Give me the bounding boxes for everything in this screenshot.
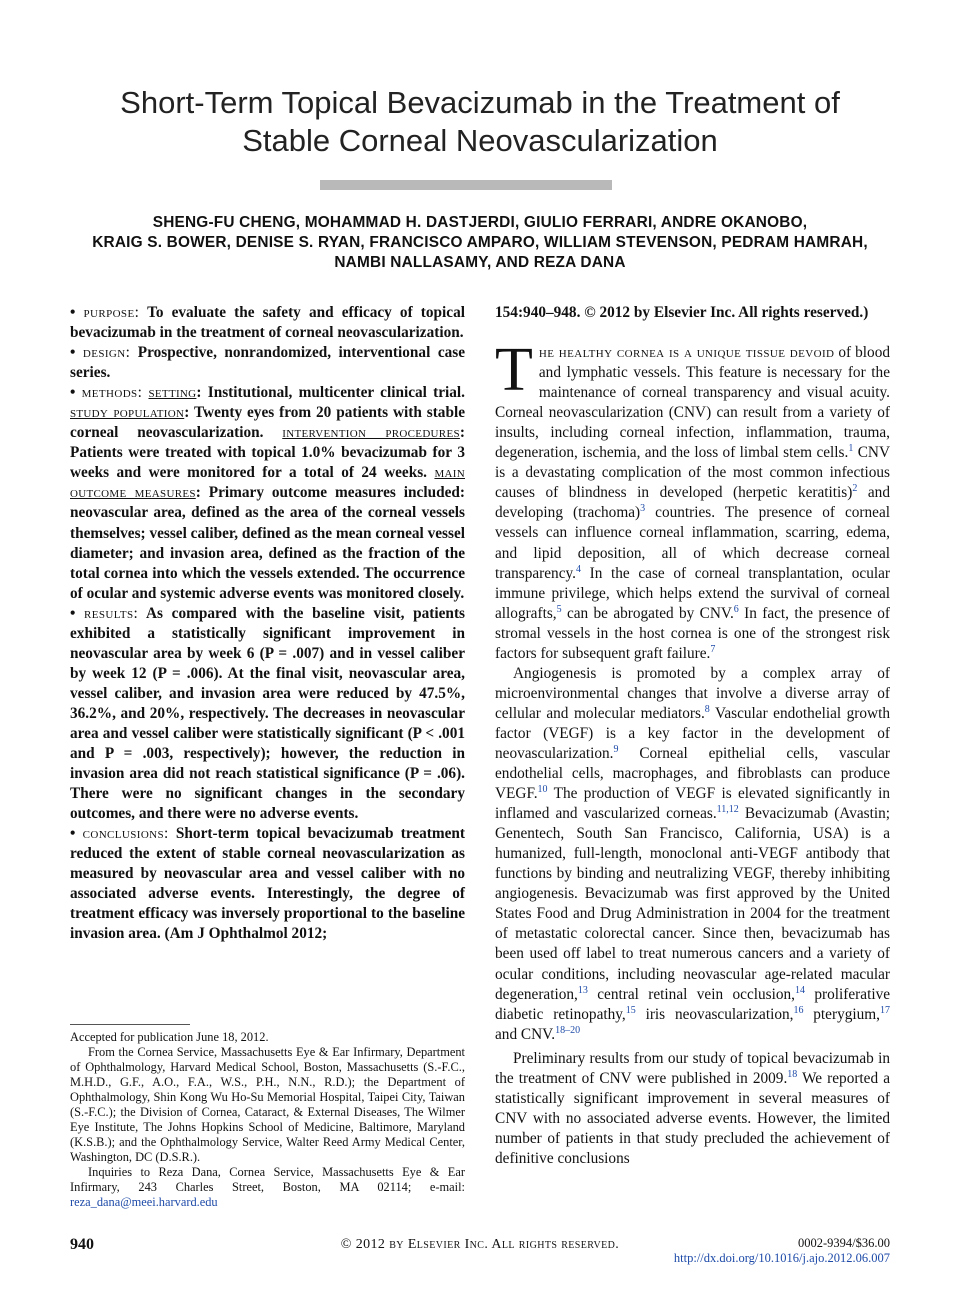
reference-link[interactable]: 15 bbox=[625, 1004, 636, 1016]
body-column bbox=[495, 303, 890, 1169]
results-label: results: bbox=[84, 604, 139, 622]
abstract-design: • design: Prospective, nonrandomized, interventional case series. bbox=[70, 344, 466, 382]
citation-left: (Am J Ophthalmol 2012; bbox=[164, 925, 328, 943]
intro-paragraph-1: The healthy cornea is a unique tissue devoid of blood and lymphatic vessels. This feature is necessary for the maintenance of corneal transparency and visual acuity. Corneal neovascularization (CNV) can result from a variety of insults, including corneal infection, inflammation, trauma, degeneration, ischemia, and the loss of limbal stem cells.$^1$ CNV is a devastating complication of the most common infectious causes of blindness in developed (herpetic keratitis)$^2$ and developing (trachoma)$^3$ countries. The presence of corneal vessels can influence corneal inflammation, scarring, edema, and lipid deposition, all of which decrease corneal transparency.$^4$ In the case of corneal transplantation, ocular immune privilege, which helps extend the survival of corneal allografts,$^5$ can be abrogated by CNV.$^6$ In fact, the presence of stromal vessels in the host cornea is one of the strongest risk factors for subsequent graft failure.$^7$ bbox=[495, 336, 891, 662]
abstract-purpose: • purpose: To evaluate the safety and efficacy of topical bevacizumab in the treatment of corneal neovascularization. bbox=[70, 304, 465, 342]
reference-link[interactable]: 14 bbox=[794, 984, 805, 996]
lead-in-text: he healthy cornea is a unique tissue devoid bbox=[538, 344, 835, 362]
reference-link[interactable]: 5 bbox=[556, 603, 562, 615]
purpose-label: purpose: bbox=[83, 304, 140, 321]
reference-link[interactable]: 4 bbox=[575, 563, 581, 575]
population-text: Twenty eyes from 20 patients with stable corneal neovascularization. bbox=[70, 404, 465, 442]
population-label: study population bbox=[70, 404, 185, 422]
reference-link[interactable]: 18 bbox=[787, 1068, 798, 1080]
copyright-notice: © 2012 by Elsevier Inc. All rights reserved. bbox=[340, 1237, 620, 1252]
purpose-text: To evaluate the safety and efficacy of topical bevacizumab in the treatment of corneal neovascularization. bbox=[70, 304, 465, 342]
intro-paragraph-3: Preliminary results from our study of topical bevacizumab in the treatment of CNV were published in 2009.18 We reported a statistically significant improvement in several measures of CNV with no associated adverse events. However, the limited number of patients in that study precluded the achievement of definitive conclusions bbox=[495, 1049, 890, 1167]
intervention-label: intervention procedures bbox=[282, 424, 460, 442]
reference-link[interactable]: 9 bbox=[613, 743, 619, 755]
email-link[interactable]: reza_dana@meei.harvard.edu bbox=[70, 1195, 218, 1209]
intro-paragraph-2: Angiogenesis is promoted by a complex array of microenvironmental changes that involve a diverse array of cellular and molecular mediators.$^8$ Vascular endothelial growth factor (VEGF) is a key factor in the development of neovascularization.$^9$ Corneal epithelial cells, vascular endothelial cells, macrophages, and fibroblasts can produce VEGF.$^{10}$ The production of VEGF is elevated significantly in inflamed and vascularized corneas.$^{11,12}$ Bevacizumab (Avastin; Genentech, South San Francisco, California, USA) is a humanized, full-length, monoclonal anti-VEGF antibody that functions by binding and neutralizing VEGF, thereby inhibiting angiogenesis. Bevacizumab was first approved by the United States Food and Drug Administration in 2004 for the treatment of metastatic colorectal cancer. Since then, bevacizumab has been used off label to treat numerous cancers and a variety of ocular conditions, including neovascular age-related macular degeneration,$^{13}$ central retinal vein occlusion,$^{14}$ proliferative diabetic retinopathy,$^{15}$ iris neovascularization,$^{16}$ pterygium,$^{17}$ and CNV.$^{18-20}$ bbox=[495, 664, 891, 1043]
footnote-divider bbox=[70, 1024, 190, 1025]
abstract-methods: • methods: setting: Institutional, multicenter clinical trial. study population: Twenty eyes from 20 patients with stable corneal neovascularization. intervention procedures: Patients were treated with topical 1.0% bevacizumab for 3 weeks and were monitored for a total of 24 weeks. main outcome measures: Primary outcome measures included: neovascular area, defined as the area of the corneal vessels themselves; vessel caliber, defined as the mean corneal vessel diameter; and invasion area, defined as the fraction of the total cornea into which the vessels extended. The occurrence of ocular and systemic adverse events was monitored closely. bbox=[70, 384, 465, 602]
reference-link[interactable]: 16 bbox=[793, 1004, 804, 1016]
title-rule bbox=[320, 180, 612, 190]
title-line-2: Stable Corneal Neovascularization bbox=[242, 123, 718, 158]
reference-link[interactable]: 13 bbox=[577, 984, 588, 996]
author-list bbox=[60, 213, 900, 273]
citation-continued: 154:940–948. © 2012 by Elsevier Inc. All rights reserved.) bbox=[495, 304, 869, 321]
abstract-column bbox=[70, 303, 465, 945]
conclusions-text: Short-term topical bevacizumab treatment reduced the extent of stable corneal neovascularization as measured by neovascular area and vessel caliber with no associated adverse events. Interestingly, the degree of treatment efficacy was inversely proportional to the baseline invasion area. bbox=[70, 825, 465, 943]
authors-line-2: KRAIG S. BOWER, DENISE S. RYAN, FRANCISCO AMPARO, WILLIAM STEVENSON, PEDRAM HAMRAH, bbox=[92, 234, 868, 251]
conclusions-label: conclusions: bbox=[82, 825, 169, 843]
outcome-label: main outcome measures bbox=[70, 464, 465, 502]
setting-label: setting bbox=[148, 384, 197, 402]
doi-link[interactable]: http://dx.doi.org/10.1016/j.ajo.2012.06.007 bbox=[673, 1251, 890, 1265]
reference-link[interactable]: 17 bbox=[879, 1004, 890, 1016]
setting-text: Institutional, multicenter clinical trial. bbox=[207, 384, 465, 402]
reference-link[interactable]: 3 bbox=[640, 503, 646, 515]
abstract-conclusions: • conclusions: Short-term topical bevacizumab treatment reduced the extent of stable corneal neovascularization as measured by neovascular area and vessel caliber with no associated adverse events. Interestingly, the degree of treatment efficacy was inversely proportional to the baseline invasion area. (Am J Ophthalmol 2012; bbox=[70, 825, 465, 943]
article-title bbox=[0, 84, 960, 160]
drop-cap: T bbox=[495, 336, 533, 405]
outcome-text: Primary outcome measures included: neovascular area, defined as the area of the corneal vessels themselves; vessel caliber, defined as the mean corneal vessel diameter; and invasion area, defined as the fraction of the total cornea into which the vessels extended. The occurrence of ocular and systemic adverse events was monitored closely. bbox=[70, 484, 465, 602]
methods-label: methods: bbox=[81, 384, 143, 402]
reference-link[interactable]: 7 bbox=[710, 643, 716, 655]
design-text: Prospective, nonrandomized, interventional case series. bbox=[70, 344, 466, 382]
footnotes bbox=[70, 1030, 465, 1210]
reference-link[interactable]: 2 bbox=[852, 483, 858, 495]
title-line-1: Short-Term Topical Bevacizumab in the Treatment of bbox=[120, 85, 840, 120]
issn-doi-block bbox=[674, 1236, 890, 1266]
reference-link[interactable]: 11,12 bbox=[716, 804, 739, 816]
reference-link[interactable]: 10 bbox=[537, 783, 548, 795]
inquiries-note: Inquiries to Reza Dana, Cornea Service, Massachusetts Eye & Ear Infirmary, 243 Charles Street, Boston, MA 02114; e-mail: reza_dana@meei.harvard.edu bbox=[70, 1165, 465, 1209]
reference-link[interactable]: 8 bbox=[704, 703, 710, 715]
reference-link[interactable]: 6 bbox=[733, 603, 739, 615]
page-number: 940 bbox=[70, 1236, 94, 1253]
results-text: As compared with the baseline visit, patients exhibited a statistically significant improvement in neovascular area by week 6 (P = .007) and in vessel caliber by week 12 (P = .006). At the final visit, neovascular area, vessel caliber, and invasion area were reduced by 47.5%, 36.2%, and 20%, respectively. The decreases in neovascular area and vessel caliber were statistically significant (P < .001 and P = .003, respectively); however, the reduction in invasion area did not reach statistical significance (P = .06). There were no significant changes in the secondary outcomes, and there were no adverse events. bbox=[70, 604, 465, 823]
reference-link[interactable]: 1 bbox=[848, 443, 854, 455]
abstract-results: • results: As compared with the baseline visit, patients exhibited a statistically significant improvement in neovascular area by week 6 (P = .007) and in vessel caliber by week 12 (P = .006). At the final visit, neovascular area, vessel caliber, and invasion area were reduced by 47.5%, 36.2%, and 20%, respectively. The decreases in neovascular area and vessel caliber were statistically significant (P < .001 and P = .003, respectively); however, the reduction in invasion area did not reach statistical significance (P = .06). There were no significant changes in the secondary outcomes, and there were no adverse events. bbox=[70, 604, 465, 823]
reference-link[interactable]: 18–20 bbox=[555, 1024, 581, 1036]
authors-line-1: SHENG-FU CHENG, MOHAMMAD H. DASTJERDI, GIULIO FERRARI, ANDRE OKANOBO, bbox=[152, 214, 808, 231]
authors-line-3: NAMBI NALLASAMY, AND REZA DANA bbox=[334, 254, 626, 271]
intervention-text: Patients were treated with topical 1.0% bevacizumab for 3 weeks and were monitored for a total of 24 weeks. bbox=[70, 444, 465, 482]
issn-price: 0002-9394/$36.00 bbox=[797, 1236, 890, 1250]
design-label: design: bbox=[82, 344, 131, 362]
accepted-note: Accepted for publication June 18, 2012. bbox=[70, 1030, 269, 1044]
affiliations-note: From the Cornea Service, Massachusetts Eye & Ear Infirmary, Department of Ophthalmology, Harvard Medical School, Boston, Massachusetts (S.-F.C., M.H.D., G.F., A.O., F.A., W.S., P.H., N.N., R.D.); the Department of Ophthalmology, Shin Kong Wu Ho-Su Memorial Hospital, Taipei City, Taiwan (S.-F.C.); the Division of Cornea, Cataract, & External Diseases, The Wilmer Eye Institute, The Johns Hopkins School of Medicine, Baltimore, Maryland (K.S.B.); and the Ophthalmology Service, Walter Reed Army Medical Center, Washington, DC (D.S.R.). bbox=[70, 1045, 465, 1164]
